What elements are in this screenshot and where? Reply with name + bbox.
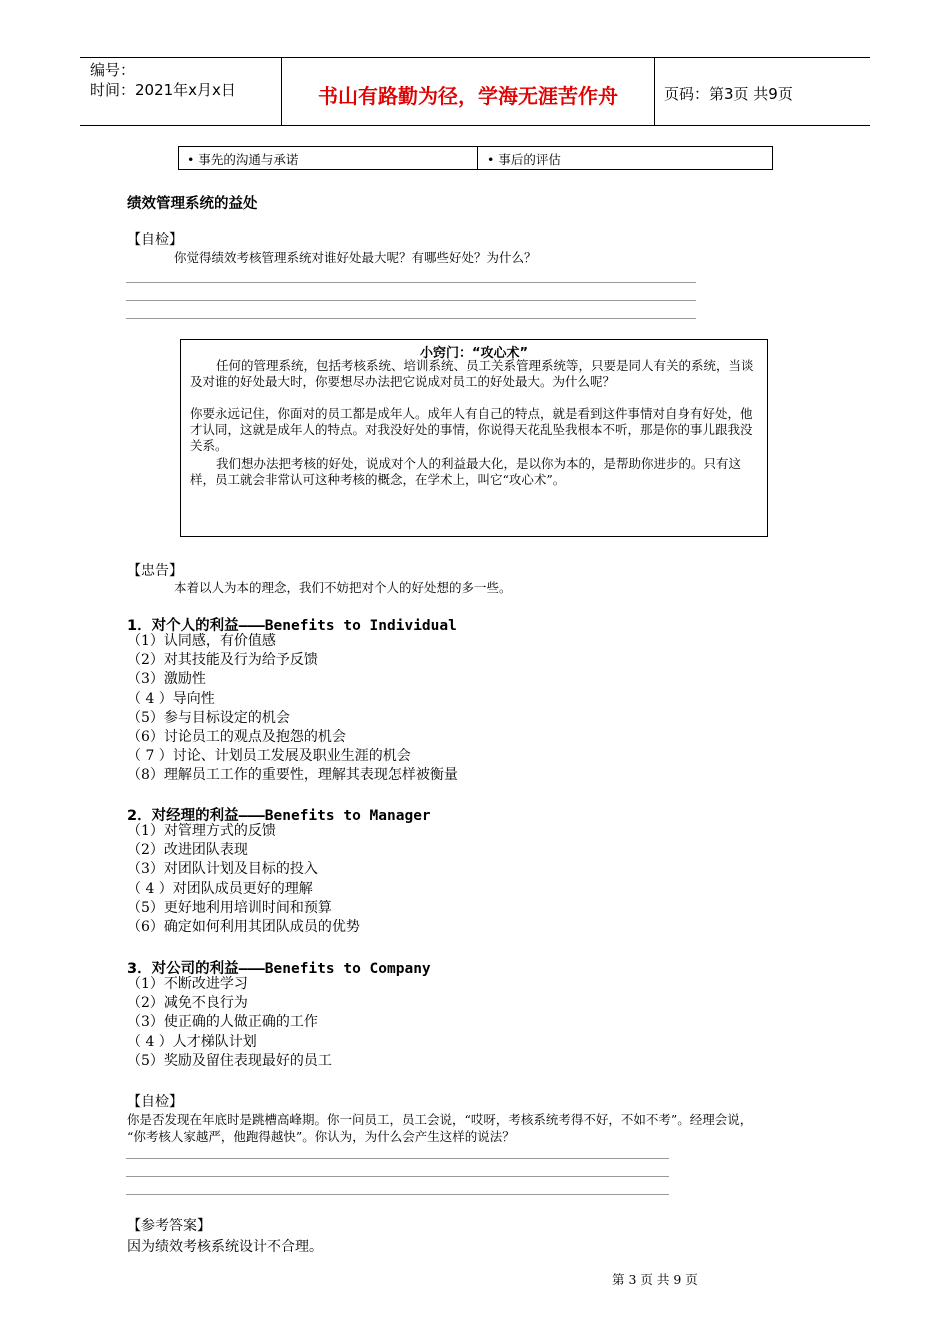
list-item: （ 4 ）人才梯队计划 bbox=[127, 1033, 257, 1050]
reference-answer-label: 【参考答案】 bbox=[127, 1218, 211, 1234]
tip-paragraph-1: 任何的管理系统，包括考核系统、培训系统、员工关系管理系统等，只要是同人有关的系统，当谈及对谁的好处最大时，你要想尽办法把它说成对员工的好处最大。为什么呢？ bbox=[190, 358, 754, 389]
section-title: 绩效管理系统的益处 bbox=[127, 196, 258, 212]
list-item: （2）减免不良行为 bbox=[127, 995, 248, 1012]
list-item: （5）更好地利用培训时间和预算 bbox=[127, 899, 332, 916]
list-item: （5）奖励及留住表现最好的员工 bbox=[127, 1052, 332, 1069]
stage-table-divider bbox=[477, 147, 478, 169]
benefits-company-title-en: ———Benefits to Company bbox=[238, 961, 431, 977]
header-bottom-rule bbox=[80, 125, 870, 126]
self-check-2-question-line2: “你考核人家越严，他跑得越快”。你认为，为什么会产生这样的说法？ bbox=[127, 1129, 515, 1144]
self-check-label: 【自检】 bbox=[127, 232, 183, 248]
benefits-manager-title-cn: 2．对经理的利益 bbox=[127, 808, 239, 824]
reference-answer-text: 因为绩效考核系统设计不合理。 bbox=[127, 1239, 323, 1255]
list-item: （ 7 ）讨论、计划员工发展及职业生涯的机会 bbox=[127, 748, 411, 765]
list-item: （2）对其技能及行为给予反馈 bbox=[127, 652, 318, 669]
stage-table-cell-right: • 事后的评估 bbox=[487, 152, 561, 167]
header-divider-2 bbox=[654, 57, 655, 126]
answer-line bbox=[126, 1194, 669, 1195]
benefits-individual-list bbox=[127, 632, 458, 786]
answer-line bbox=[126, 282, 696, 283]
list-item: （5）参与目标设定的机会 bbox=[127, 709, 290, 726]
list-item: （3）激励性 bbox=[127, 671, 206, 688]
benefits-individual-title-cn: 1．对个人的利益 bbox=[127, 618, 239, 634]
header-motto: 书山有路勤为径，学海无涯苦作舟 bbox=[318, 84, 618, 108]
time-label: 时间：2021年x月x日 bbox=[90, 81, 236, 99]
header-top-rule bbox=[80, 57, 870, 58]
list-item: （1）不断改进学习 bbox=[127, 976, 248, 992]
answer-line bbox=[126, 1176, 669, 1177]
list-item: （ 4 ）对团队成员更好的理解 bbox=[127, 880, 313, 897]
list-item: （ 4 ）导向性 bbox=[127, 690, 215, 707]
self-check-question: 你觉得绩效考核管理系统对谁好处最大呢？有哪些好处？为什么？ bbox=[174, 250, 537, 265]
list-item: （6）讨论员工的观点及抱怨的机会 bbox=[127, 728, 346, 745]
advice-text: 本着以人为本的理念，我们不妨把对个人的好处想的多一些。 bbox=[174, 580, 512, 595]
benefits-manager-title-en: ———Benefits to Manager bbox=[238, 808, 431, 824]
list-item: （3）对团队计划及目标的投入 bbox=[127, 861, 318, 878]
list-item: （1）认同感，有价值感 bbox=[127, 633, 276, 649]
footer-page-number: 第 3 页 共 9 页 bbox=[612, 1272, 698, 1287]
list-item: （2）改进团队表现 bbox=[127, 842, 248, 859]
benefits-individual-title-en: ———Benefits to Individual bbox=[238, 618, 457, 634]
header-divider-1 bbox=[281, 57, 282, 126]
answer-line bbox=[126, 318, 696, 319]
tip-paragraph-3: 我们想办法把考核的好处，说成对个人的利益最大化，是以你为本的，是帮助你进步的。只有这样，员工就会非常认可这种考核的概念，在学术上，叫它“攻心术”。 bbox=[190, 456, 742, 487]
benefits-company-list bbox=[127, 975, 332, 1071]
number-label: 编号： bbox=[90, 61, 136, 79]
list-item: （6）确定如何利用其团队成员的优势 bbox=[127, 918, 360, 935]
self-check-2-question-line1: 你是否发现在年底时是跳槽高峰期。你一问员工，员工会说，“哎呀，考核系统考得不好，不如不考”。经理会说， bbox=[127, 1112, 753, 1127]
answer-line bbox=[126, 1158, 669, 1159]
answer-line bbox=[126, 300, 696, 301]
stage-table bbox=[178, 146, 773, 170]
list-item: （1）对管理方式的反馈 bbox=[127, 823, 276, 839]
self-check-2-label: 【自检】 bbox=[127, 1094, 183, 1110]
list-item: （3）使正确的人做正确的工作 bbox=[127, 1014, 318, 1031]
stage-table-cell-left: • 事先的沟通与承诺 bbox=[187, 152, 299, 167]
benefits-manager-list bbox=[127, 822, 360, 937]
header-page-info: 页码：第3页 共9页 bbox=[664, 85, 793, 103]
tip-title: 小窍门：“攻心术” bbox=[419, 346, 529, 361]
list-item: （8）理解员工工作的重要性，理解其表现怎样被衡量 bbox=[127, 767, 458, 784]
tip-paragraph-2: 你要永远记住，你面对的员工都是成年人。成年人有自己的特点，就是看到这件事情对自身有好处，他才认同，这就是成年人的特点。对我没好处的事情，你说得天花乱坠我根本不听，那是你的事儿跟我没关系。 bbox=[190, 406, 753, 453]
advice-label: 【忠告】 bbox=[127, 563, 183, 579]
benefits-company-title-cn: 3．对公司的利益 bbox=[127, 961, 239, 977]
header-meta bbox=[90, 60, 236, 100]
